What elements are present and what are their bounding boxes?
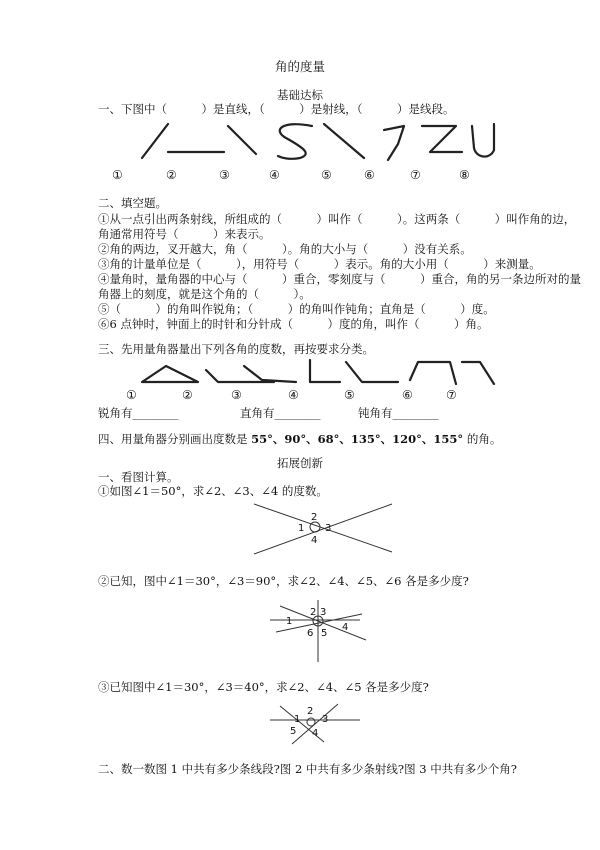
- q3-angle-figures: [0, 358, 600, 398]
- q4-suffix: 的角。: [463, 432, 502, 446]
- q2-line: 角通常用符号（ ）来表示。: [98, 227, 271, 241]
- q3-label: ④: [288, 388, 299, 402]
- fig2-label: 1: [286, 616, 293, 627]
- acute-answer: 锐角有________: [98, 406, 179, 420]
- section-title-basic: 基础达标: [277, 88, 323, 102]
- q4-prefix: 四、用量角器分别画出度数是: [98, 432, 252, 446]
- right-answer: 直角有________: [240, 406, 321, 420]
- q2-line: ④量角时，量角器的中心与（ ）重合，零刻度与（ ）重合，角的另一条边所对的量: [98, 272, 581, 286]
- q2-line: ②角的两边，叉开越大，角（ ）。角的大小与（ ）没有关系。: [98, 242, 472, 256]
- q3-label: ③: [231, 388, 242, 402]
- fig3-label: 1: [294, 714, 301, 725]
- section-title-extend: 拓展创新: [277, 456, 323, 470]
- q1-label: ⑥: [364, 168, 375, 182]
- q3-label: ②: [182, 388, 193, 402]
- fig3-label: 5: [290, 726, 297, 737]
- q1-label: ②: [166, 168, 177, 182]
- obtuse-answer: 钝角有________: [358, 406, 439, 420]
- q1-label: ⑦: [410, 168, 421, 182]
- q2-line: ③角的计量单位是（ ），用符号（ ）表示。角的大小用（ ）来测量。: [98, 257, 541, 271]
- q3-label: ①: [126, 388, 137, 402]
- fig1-label: 4: [311, 535, 318, 546]
- fig3-label: 4: [312, 728, 319, 739]
- q4-degrees: 55°、90°、68°、135°、120°、155°: [251, 432, 464, 446]
- extend-1-q2: ②已知，图中∠1＝30°，∠3＝90°，求∠2、∠4、∠5、∠6 各是多少度?: [98, 574, 469, 588]
- q1-label: ④: [269, 168, 280, 182]
- fig2-label: 3: [320, 607, 327, 618]
- fig1-label: 1: [298, 523, 305, 534]
- fig2-label: 5: [321, 628, 328, 639]
- question-3: 三、先用量角器量出下列各角的度数，再按要求分类。: [98, 342, 374, 356]
- fig2-label: 6: [307, 628, 314, 639]
- q1-label: ⑤: [321, 168, 332, 182]
- figure-2: [0, 596, 600, 666]
- fig2-label: 2: [310, 607, 317, 618]
- q1-label: ③: [219, 168, 230, 182]
- q2-line: 角器上的刻度，就是这个角的（ ）。: [98, 287, 311, 301]
- figure-3: [0, 700, 600, 750]
- figure-1: [0, 500, 600, 560]
- extend-1-title: 一、看图计算。: [98, 470, 179, 484]
- question-4: [98, 432, 501, 446]
- question-2-title: 二、填空题。: [98, 196, 167, 210]
- extend-1-q1: ①如图∠1＝50°，求∠2、∠3、∠4 的度数。: [98, 484, 328, 498]
- q3-label: ⑦: [446, 388, 457, 402]
- fig3-label: 2: [307, 706, 314, 717]
- fig3-label: 3: [322, 714, 329, 725]
- question-1: 一、下图中（ ）是直线，（ ）是射线，（ ）是线段。: [98, 102, 455, 116]
- q3-label: ⑤: [344, 388, 355, 402]
- fig1-label: 3: [325, 523, 332, 534]
- q3-label: ⑥: [402, 388, 413, 402]
- q2-line: ⑥6 点钟时，钟面上的时针和分针成（ ）度的角，叫作（ ）角。: [98, 317, 489, 331]
- q1-label: ⑧: [459, 168, 470, 182]
- q1-label: ①: [112, 168, 123, 182]
- fig2-label: 4: [342, 622, 349, 633]
- q2-line: ①从一点引出两条射线，所组成的（ ）叫作（ ）。这两条（ ）叫作角的边，: [98, 212, 576, 226]
- q2-line: ⑤（ ）的角叫作锐角；（ ）的角叫作钝角；直角是（ ）度。: [98, 302, 495, 316]
- q1-figures: [0, 118, 600, 188]
- page-title: 角的度量: [274, 59, 325, 74]
- extend-2: 二、数一数图 1 中共有多少条线段?图 2 中共有多少条射线?图 3 中共有多少个角?: [98, 762, 517, 776]
- extend-1-q3: ③已知图中∠1＝30°，∠3＝40°，求∠2、∠4、∠5 各是多少度?: [98, 680, 429, 694]
- fig1-label: 2: [311, 512, 318, 523]
